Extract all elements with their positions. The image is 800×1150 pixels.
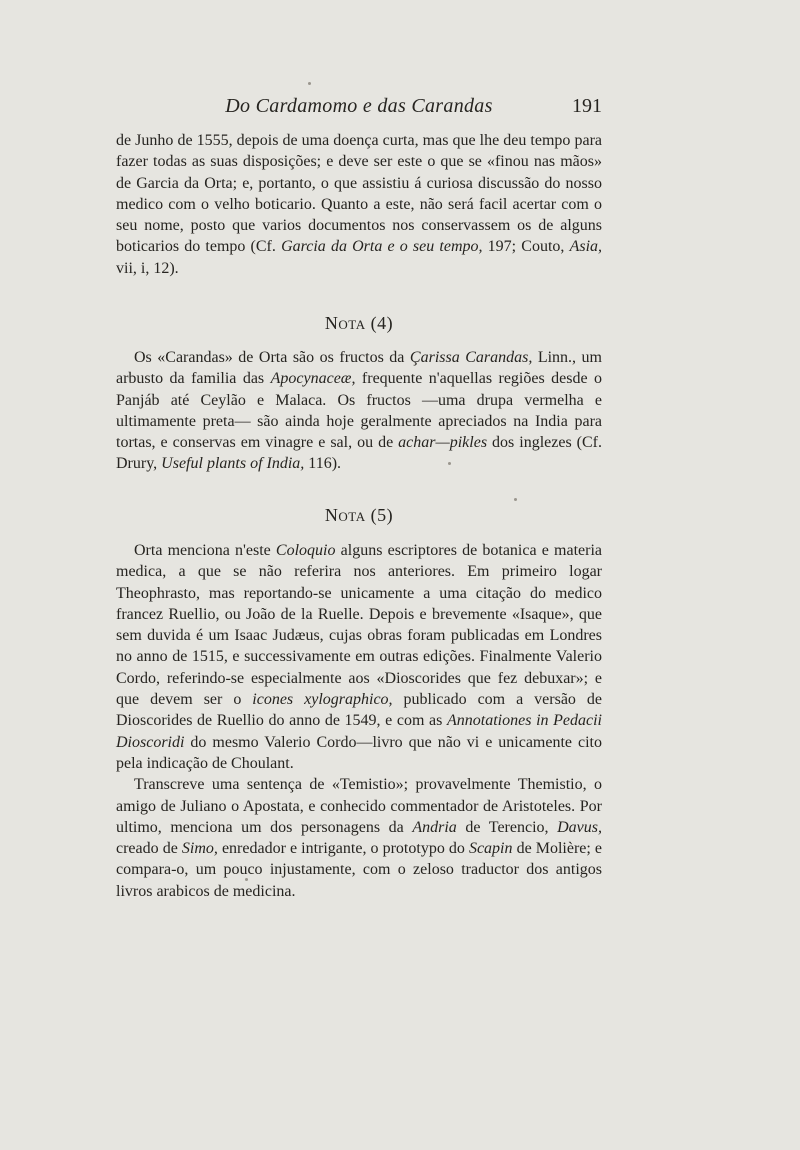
text-run: Transcreve uma sentença de «Temistio»; provavelmente Themistio, o amigo de Juliano o Apostata, e conhecido commentador de Aristoteles. Por ultimo, menciona um dos personagens da — [116, 776, 602, 836]
italic-name: Simo, — [181, 840, 218, 858]
italic-family: Apocynaceæ, — [270, 370, 356, 388]
text-run: de Terencio, — [456, 818, 558, 836]
text-run: do mesmo Valerio Cordo—livro que não vi e unicamente cito pela indicação de Choulant. — [116, 733, 602, 772]
italic-title: Garcia da Orta e o seu tempo, — [281, 238, 483, 256]
running-title: Do Cardamomo e das Carandas — [225, 95, 493, 117]
text-run: alguns escriptores de botanica e materia medica, a que se não referira nos anteriores. Em primeiro logar Theophrasto, mas reportando-se unicamente a uma citação do medico francez Ruellio, ou João de la Ruelle. Depois e brevemente «Isaque», que sem duvida é um Isaac Judæus, cujas obras foram publicadas em Londres no anno de 1515, e successivamente em outras edições. Finalmente Valerio Cordo, referindo-se especialmente aos «Dioscorides que fez debuxar»; e que devem ser o — [116, 542, 602, 709]
note-5-heading: Nota (5) — [324, 505, 394, 525]
italic-title: Useful plants of India, — [161, 455, 305, 473]
text-run: frequente n'aquellas regiões desde o Panjáb até Ceylão e Malaca. Os fructos —uma drupa vermelha e ultimamente preta— são ainda hoje geralmente apreciados na India para tortas, e conservas em vinagre e sal, ou de — [116, 370, 603, 452]
text-run: Os «Carandas» de Orta são os fructos da — [134, 349, 410, 366]
paragraph-text — [116, 774, 602, 902]
text-run: Orta menciona n'este — [134, 542, 276, 559]
italic-title: Coloquio — [275, 542, 336, 559]
paper-speck — [448, 462, 451, 465]
running-head — [116, 95, 602, 125]
text-run: 197; Couto, — [482, 238, 570, 256]
text-run: publicado com a versão de Dioscorides de Ruellio do anno de 1549, e com as — [116, 691, 602, 730]
text-run: 116). — [304, 455, 342, 473]
italic-title: Asia, — [569, 238, 603, 256]
italic-title: Andria — [412, 818, 457, 836]
paragraph-text — [116, 540, 602, 774]
text-run: enredador e intrigante, o prototypo do — [217, 840, 469, 858]
italic-title: Annotationes in Pedacii Dioscoridi — [116, 712, 603, 751]
text-run: dos inglezes (Cf. Drury, — [116, 434, 602, 473]
text-run: Linn., um arbusto da familia das — [116, 349, 603, 388]
text-run: de Molière; e compara-o, um pouco injustamente, com o zeloso traductor dos antigos livros arabicos de medicina. — [116, 840, 603, 900]
page-number: 191 — [572, 95, 602, 117]
italic-title: icones xylographico, — [252, 691, 393, 709]
italic-name: Davus, — [557, 818, 603, 836]
paragraph-continuation — [116, 130, 602, 279]
text-run: creado de — [116, 840, 182, 858]
note-4-body — [116, 347, 602, 475]
paper-speck — [514, 498, 517, 501]
paragraph-text — [116, 130, 602, 279]
paper-speck — [308, 82, 311, 85]
text-run: de Junho de 1555, depois de uma doença curta, mas que lhe deu tempo para fazer todas as suas disposições; e deve ser este o que se «finou nas mãos» de Garcia da Orta; e, portanto, o que assistiu á curiosa discussão do nosso medico com o velho boticario. Quanto a este, não será facil acertar com o seu nome, posto que varios documentos nos conservassem os de alguns boticarios do tempo (Cf. — [116, 132, 602, 256]
italic-term: achar—pikles — [398, 434, 488, 452]
note-5-body — [116, 540, 602, 902]
note-4-heading: Nota (4) — [324, 313, 394, 333]
paper-speck — [245, 878, 248, 881]
italic-species: Çarissa Carandas, — [409, 349, 533, 366]
text-run: vii, i, 12). — [116, 259, 179, 277]
paragraph-text — [116, 347, 602, 475]
italic-name: Scapin — [468, 840, 513, 858]
